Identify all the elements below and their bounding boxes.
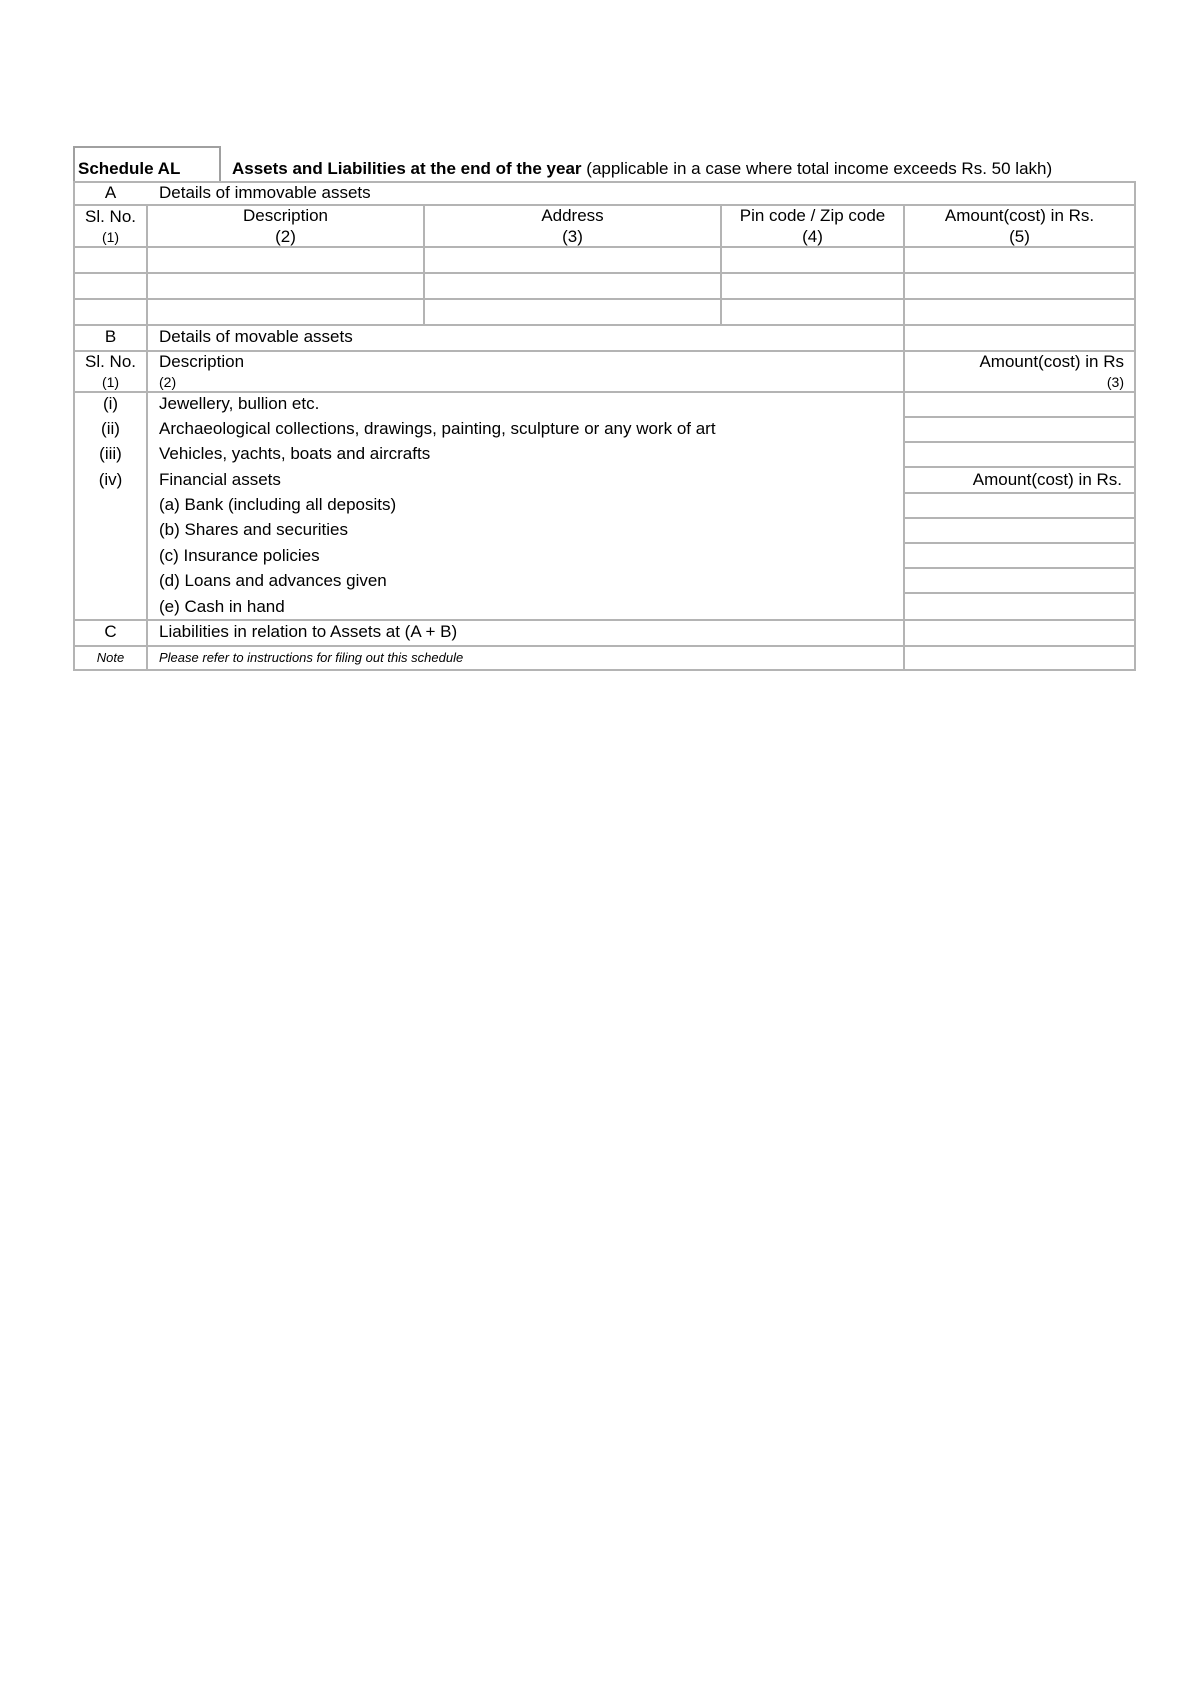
movable-col-amount-num: (3) (1106, 374, 1124, 390)
financial-amount-label: Amount(cost) in Rs. (972, 470, 1122, 489)
movable-item-no: (iii) (99, 444, 122, 463)
liabilities-amount-input[interactable] (905, 621, 1134, 645)
schedule-title-bold: Assets and Liabilities at the end of the year (232, 159, 582, 178)
col-header-description-num: (2) (275, 227, 296, 246)
jewellery-amount-input[interactable] (903, 391, 1136, 418)
immovable-sl-no-input[interactable] (75, 274, 146, 298)
schedule-label: Schedule AL (78, 159, 181, 178)
financial-item-insurance: (c) Insurance policies (159, 546, 320, 565)
section-c-title: Liabilities in relation to Assets at (A + B) (159, 622, 458, 641)
table-row (75, 248, 1134, 272)
col-header-sl-no: Sl. No. (84, 207, 137, 226)
movable-item-no: (i) (102, 394, 119, 413)
col-header-sl-no-num: (1) (101, 229, 120, 245)
table-frame (73, 669, 1136, 671)
movable-item-no: (iv) (98, 470, 123, 489)
table-row (75, 274, 1134, 298)
col-header-address-num: (3) (562, 227, 583, 246)
shares-amount-input[interactable] (903, 517, 1136, 544)
immovable-address-input[interactable] (425, 274, 720, 298)
table-frame (73, 324, 1136, 326)
financial-item-bank: (a) Bank (including all deposits) (159, 495, 397, 514)
schedule-title (232, 159, 1052, 179)
immovable-pincode-input[interactable] (722, 274, 903, 298)
insurance-amount-input[interactable] (903, 542, 1136, 569)
section-c-code: C (104, 622, 117, 641)
financial-item-cash: (e) Cash in hand (159, 597, 285, 616)
note-label: Note (96, 650, 125, 665)
col-header-pincode-num: (4) (802, 227, 823, 246)
immovable-amount-input[interactable] (905, 248, 1134, 272)
immovable-address-input[interactable] (425, 300, 720, 324)
immovable-amount-input[interactable] (905, 300, 1134, 324)
section-a-title: Details of immovable assets (159, 183, 371, 202)
note-text: Please refer to instructions for filing out this schedule (159, 650, 464, 665)
section-b-code: B (104, 327, 117, 346)
col-header-pincode: Pin code / Zip code (739, 206, 886, 225)
movable-col-amount: Amount(cost) in Rs (979, 352, 1124, 371)
movable-item-desc: Archaeological collections, drawings, painting, sculpture or any work of art (159, 419, 716, 438)
note-amount-cell (905, 647, 1134, 669)
movable-item-desc: Jewellery, bullion etc. (159, 394, 320, 413)
schedule-title-note: (applicable in a case where total income exceeds Rs. 50 lakh) (586, 159, 1053, 178)
immovable-sl-no-input[interactable] (75, 300, 146, 324)
immovable-pincode-input[interactable] (722, 248, 903, 272)
immovable-description-input[interactable] (148, 300, 423, 324)
col-header-description: Description (242, 206, 329, 225)
table-row (75, 300, 1134, 324)
immovable-amount-input[interactable] (905, 274, 1134, 298)
movable-item-no: (ii) (101, 419, 120, 438)
financial-item-shares: (b) Shares and securities (159, 520, 348, 539)
movable-item-desc: Vehicles, yachts, boats and aircrafts (159, 444, 431, 463)
cash-amount-input[interactable] (903, 592, 1136, 621)
bank-amount-input[interactable] (903, 492, 1136, 519)
art-amount-input[interactable] (903, 416, 1136, 443)
col-header-amount: Amount(cost) in Rs. (944, 206, 1095, 225)
movable-col-sl-no: Sl. No. (84, 352, 137, 371)
immovable-pincode-input[interactable] (722, 300, 903, 324)
section-b-title: Details of movable assets (159, 327, 353, 346)
loans-amount-input[interactable] (903, 567, 1136, 594)
immovable-sl-no-input[interactable] (75, 248, 146, 272)
movable-col-description-num: (2) (159, 374, 177, 390)
movable-item-desc: Financial assets (159, 470, 281, 489)
col-header-amount-num: (5) (1009, 227, 1030, 246)
section-a-code: A (104, 183, 117, 202)
movable-col-description: Description (159, 352, 245, 371)
financial-item-loans: (d) Loans and advances given (159, 571, 387, 590)
immovable-description-input[interactable] (148, 248, 423, 272)
col-header-address: Address (541, 206, 604, 225)
immovable-description-input[interactable] (148, 274, 423, 298)
immovable-address-input[interactable] (425, 248, 720, 272)
movable-col-sl-no-num: (1) (101, 374, 120, 390)
vehicles-amount-input[interactable] (903, 441, 1136, 468)
